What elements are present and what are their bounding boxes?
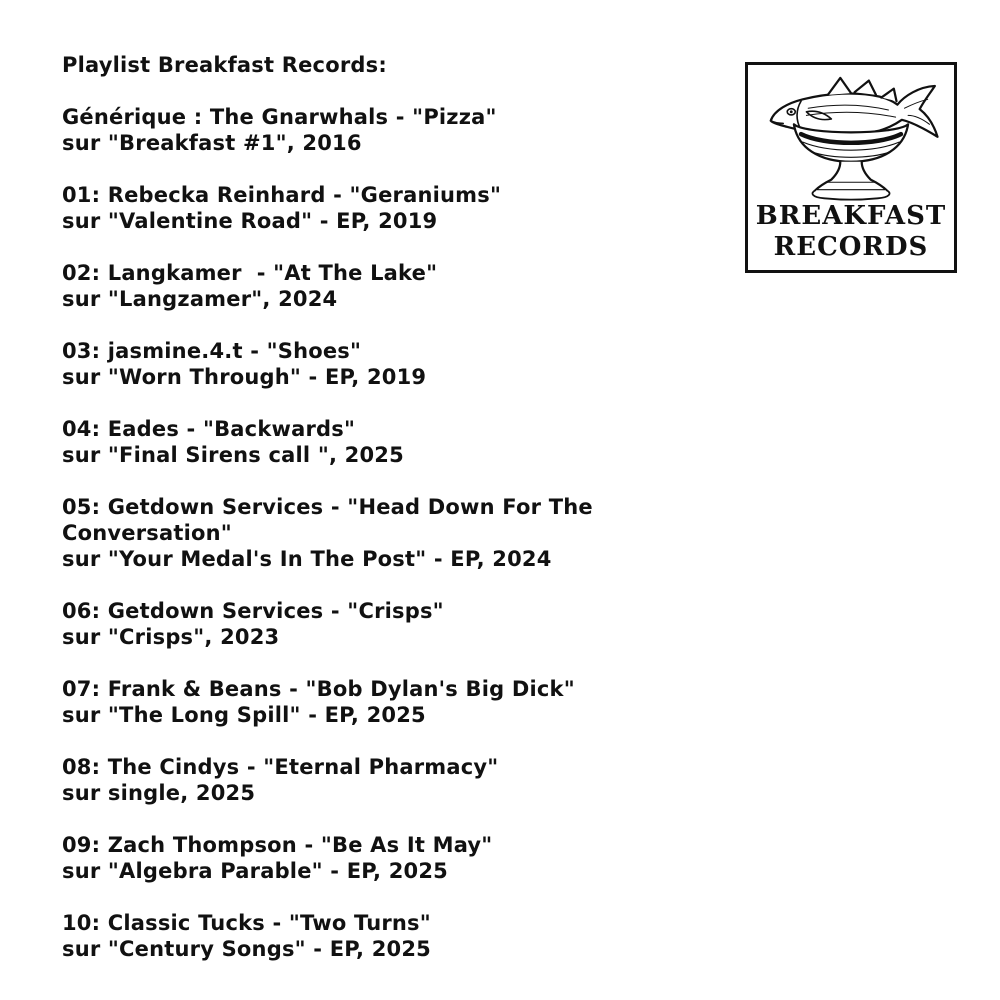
entry-album-line: sur "Algebra Parable" - EP, 2025 (62, 859, 448, 883)
playlist-title: Playlist Breakfast Records: (62, 53, 387, 77)
playlist-entry (62, 598, 762, 650)
entry-album-line: sur "Breakfast #1", 2016 (62, 131, 362, 155)
playlist-entry (62, 182, 762, 234)
entry-track-line: 08: The Cindys - "Eternal Pharmacy" (62, 755, 499, 779)
entry-track-line: 05: Getdown Services - "Head Down For The Conversation" (62, 495, 601, 545)
entry-track-line: 03: jasmine.4.t - "Shoes" (62, 339, 362, 363)
playlist-entry (62, 416, 762, 468)
entry-album-line: sur "The Long Spill" - EP, 2025 (62, 703, 426, 727)
entry-track-line: 10: Classic Tucks - "Two Turns" (62, 911, 431, 935)
playlist-entry (62, 104, 762, 156)
logo-name-line2: RECORDS (773, 232, 929, 262)
playlist-entry (62, 338, 762, 390)
playlist-entry (62, 676, 762, 728)
entry-album-line: sur "Final Sirens call ", 2025 (62, 443, 404, 467)
entry-album-line: sur "Langzamer", 2024 (62, 287, 338, 311)
entry-track-line: 06: Getdown Services - "Crisps" (62, 599, 444, 623)
logo-name-line1: BREAKFAST (755, 201, 947, 231)
playlist-entry (62, 754, 762, 806)
playlist-entry (62, 260, 762, 312)
entry-album-line: sur "Century Songs" - EP, 2025 (62, 937, 431, 961)
entry-track-line: Générique : The Gnarwhals - "Pizza" (62, 105, 497, 129)
playlist-entry (62, 832, 762, 884)
playlist-entries (62, 104, 762, 962)
entry-track-line: 09: Zach Thompson - "Be As It May" (62, 833, 493, 857)
entry-album-line: sur "Valentine Road" - EP, 2019 (62, 209, 438, 233)
entry-track-line: 02: Langkamer - "At The Lake" (62, 261, 438, 285)
entry-track-line: 01: Rebecka Reinhard - "Geraniums" (62, 183, 502, 207)
entry-album-line: sur "Your Medal's In The Post" - EP, 2024 (62, 547, 552, 571)
entry-album-line: sur single, 2025 (62, 781, 256, 805)
entry-track-line: 07: Frank & Beans - "Bob Dylan's Big Dick" (62, 677, 575, 701)
fish-on-bowl-icon (761, 69, 941, 201)
entry-album-line: sur "Crisps", 2023 (62, 625, 280, 649)
entry-album-line: sur "Worn Through" - EP, 2019 (62, 365, 427, 389)
playlist (62, 52, 762, 988)
breakfast-records-logo (745, 62, 957, 273)
entry-track-line: 04: Eades - "Backwards" (62, 417, 356, 441)
playlist-entry (62, 494, 762, 572)
playlist-entry (62, 910, 762, 962)
